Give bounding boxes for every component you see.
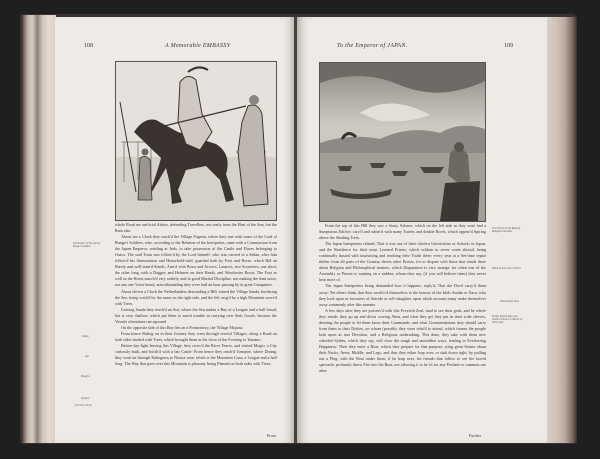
harbor-engraving	[320, 63, 485, 221]
paragraph: The Japan Interpreters related, That it was one of their chiefest Universities or Schools in Japan, and the Residence for their most Learned Priests: which seldom or never come abroad, being continually busied with instructing and teaching their Youth there; every year at a Set-time repair thither from all parts of the Country divers other Priests, for to dispute with those that reside there about Religion and Philosophical matters; which Disputation is very strange, for often one of the Assembly or Priests is wanting on a sudden, whom they say, (if you will believe them) they never hear more of.	[319, 241, 486, 283]
running-head: To the Emperor of JAPAN.	[337, 43, 408, 49]
right-page	[297, 17, 547, 443]
paragraph: Before day-light leaving this Village, they cross'd the River Tenrio, and visited Mogio, a City curiously built, and fortifi'd with a fair Castle: From hence they reach'd Tomaroe, where Dining, they went on through Kakegawa to Nisaca: near which is the Mountain Cona, a League and a half long. The Way that goes over this Mountain is pleasant, being Planted on both sides with Trees.	[115, 342, 277, 367]
paragraph: From the top of this Hill they saw a Stony Adonce, which on the left side as they went had a Sumptuous Edifice, carv'd and adorn'd with many Turrets and double Roofs, which appear'd Spiring above the Shading Trees.	[319, 223, 486, 241]
margin-note: Mojaria	[81, 375, 90, 378]
left-page-edges	[22, 15, 56, 443]
paragraph: A few days after they are possess'd with this Feverish Zeal, mad to see their gods, and be where they reside, they go up and down craving Alms, and what they get they put in their wide sleeves, desiring the people to let them know their Commands, and what Commendations they should carry from them to their Deities, on whom (possibly they were relat'd to attend, which frames the people look upon as true Devotion, and a Religious undertaking. This done, they take with them new wheeled Sythes, which they say, will clear the rough and untrodden ways, leading to Everlasting Happiness: Then they enter a Boat, which they prepare for that purpose, tying great Stones about their Necks, Arms, Middle, and Legs, and thus they either leap over, or sink down right, by pulling out a Plug, with the Boat under them; if he leap over, his friends that follow to see the horrid spectacle, profusely throw Fire into his Boat, not allowing it to be fit for any Profane or common use after.	[319, 307, 486, 374]
margin-note: The Schools in the Bond of Religious Devotion.	[492, 227, 520, 234]
margin-note: Odd and fair Zeal.	[500, 300, 520, 303]
paragraph: From hence Riding on in their Journey they went through several Villages, along a Road on both sides shaded with Trees, which brought them in the close of the Evening to Tomano.	[115, 330, 277, 342]
margin-note: Bands of their secret Devils.	[492, 267, 522, 270]
margin-note: People believe that none obtain a Favour or Revive of their Gods.	[492, 315, 523, 325]
paragraph: About ten a Clock they reach'd the Village Fugetta, where they met with some of the Lord of Bungo's Soldiers, who, according to the Relation of the Interpreter, came with a Commission from the Japan Emperor, residing at Jedo, to take possession of the Castle and Places belonging to Osaca. The said Train was follow'd by the Lord himself, who was carried in a Sedan, after him follow'd his Ammunition and Household-stuff, guarded both by Foot and Horse, which Rid on Barely and well-train'd Steeds, Arm'd with Bows and Arrows, Launces, two Scymiters, one short, the other long, with a Dagger, and Helmets on their Heads, and Winchester Boots: The Foot as well as the Horse march'd very orderly, and in good Martial Discipline, not making the least noise, not any one Voice heard, notwithstanding they were half an hour passing by in great Companies.	[115, 234, 277, 288]
paragraph: The Japan Interpreters being demanded how it happens, reply'd, That the Devil carry'd them away: Yet others think, that they sacrific'd themselves to the honour of the Idols Amida or Xaca, who they look upon as favourers of Suicide or self-slaughter, upon which account many make themselves away commonly after this manner.	[319, 283, 486, 307]
margin-note: Tomano	[81, 397, 90, 400]
right-page-edges	[547, 17, 577, 443]
illustration-plate	[319, 62, 486, 222]
paragraph: About eleven a Clock the Netherlanders descending a Hill, entred the Village Sanda, bordering the Sea, being wash'd by the same on the right side, and the left verg'd by a high Mountain cover'd with Trees.	[115, 288, 277, 306]
paragraph: Leaving Sanda they reach'd an Ava, where the Sea makes a Bay of a League and a half broad, but is very shallow, which put them to much trouble in carrying over their Goods, because the Vessels oftentimes ran aground.	[115, 306, 277, 324]
illustration-plate	[115, 61, 277, 221]
catchword: Further	[469, 433, 482, 438]
margin-note: The Brother of the Lord of Bungo's Soldiers.	[73, 242, 101, 249]
margin-note: Sanda	[82, 335, 89, 338]
paragraph: whole Road are artificial Arbors, defending Travellers, not onely from the Heat of the Sun, but the Rain also.	[115, 222, 277, 234]
page-number: 108	[84, 43, 93, 49]
left-page	[55, 17, 295, 443]
margin-note: Ava	[85, 355, 89, 358]
margin-note: The river Tenrio	[75, 404, 92, 407]
paragraph: On the opposite side of this Bay lies on a Promontory, the Village Mojaria.	[121, 324, 244, 330]
right-page-body-text	[319, 223, 486, 374]
catchword: From	[267, 433, 276, 438]
page-number: 109	[504, 43, 513, 49]
left-page-body-text	[115, 222, 277, 367]
running-head: A Memorable EMBASSY	[165, 43, 231, 49]
rider-engraving	[116, 62, 276, 220]
